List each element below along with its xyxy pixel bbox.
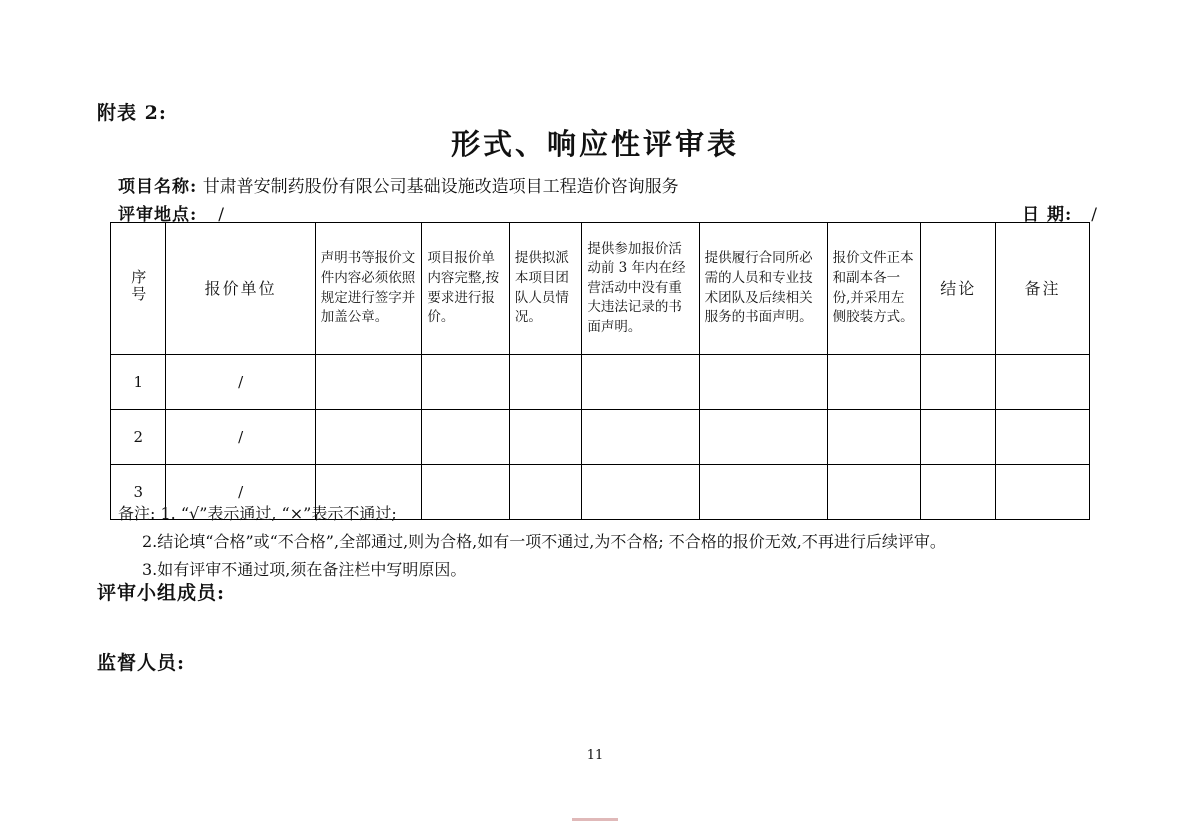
header-cell-no: 序号 xyxy=(111,223,166,355)
project-name-field xyxy=(118,172,679,197)
cell-team-members[interactable] xyxy=(509,355,582,410)
cell-unit[interactable]: / xyxy=(166,355,315,410)
cell-unit[interactable]: / xyxy=(166,465,315,520)
cell-quote-completeness[interactable] xyxy=(422,355,509,410)
cell-contract-capacity[interactable] xyxy=(699,355,827,410)
table-row xyxy=(111,355,1090,410)
cell-binding-format[interactable] xyxy=(827,410,921,465)
header-cell-quote-completeness: 项目报价单内容完整,按要求进行报价。 xyxy=(422,223,509,355)
header-cell-remark: 备注 xyxy=(996,223,1090,355)
review-place-value: / xyxy=(218,205,225,225)
cell-team-members[interactable] xyxy=(509,410,582,465)
review-group-label: 评审小组成员: xyxy=(97,582,226,604)
review-date-label: 日 期: xyxy=(1022,205,1073,225)
table-header-row xyxy=(111,223,1090,355)
cell-binding-format[interactable] xyxy=(827,355,921,410)
notes-block xyxy=(118,500,1108,584)
review-place-label: 评审地点: xyxy=(118,205,198,225)
header-cell-no-violation: 提供参加报价活动前 3 年内在经营活动中没有重大违法记录的书面声明。 xyxy=(582,223,699,355)
header-cell-binding-format: 报价文件正本和副本各一份,并采用左侧胶装方式。 xyxy=(827,223,921,355)
supervisor-label: 监督人员: xyxy=(97,652,186,674)
note-line-3: 3.如有评审不通过项,须在备注栏中写明原因。 xyxy=(142,560,467,579)
cell-no-violation[interactable] xyxy=(582,355,699,410)
cell-remark[interactable] xyxy=(996,355,1090,410)
cell-no: 3 xyxy=(111,465,166,520)
footer-mark xyxy=(572,818,618,821)
header-cell-conclusion: 结论 xyxy=(921,223,996,355)
cell-no: 2 xyxy=(111,410,166,465)
cell-unit[interactable]: / xyxy=(166,410,315,465)
cell-declaration[interactable] xyxy=(315,355,422,410)
page-number: 11 xyxy=(586,748,604,763)
cell-no: 1 xyxy=(111,355,166,410)
note-line-2: 2.结论填“合格”或“不合格”,全部通过,则为合格,如有一项不通过,为不合格; 不合格的报价无效,不再进行后续评审。 xyxy=(142,532,946,551)
cell-quote-completeness[interactable] xyxy=(422,410,509,465)
review-date-value: / xyxy=(1091,205,1098,225)
cell-conclusion[interactable] xyxy=(921,355,996,410)
table-row xyxy=(111,410,1090,465)
attachment-label: 附表 2: xyxy=(97,102,167,124)
review-table xyxy=(110,222,1090,520)
cell-contract-capacity[interactable] xyxy=(699,410,827,465)
cell-declaration[interactable] xyxy=(315,410,422,465)
header-cell-team-members: 提供拟派本项目团队人员情况。 xyxy=(509,223,582,355)
cell-no-violation[interactable] xyxy=(582,410,699,465)
page-title: 形式、响应性评审表 xyxy=(450,127,739,161)
cell-conclusion[interactable] xyxy=(921,410,996,465)
project-name-value: 甘肃普安制药股份有限公司基础设施改造项目工程造价咨询服务 xyxy=(202,177,679,197)
cell-remark[interactable] xyxy=(996,410,1090,465)
header-cell-contract-capacity: 提供履行合同所必需的人员和专业技术团队及后续相关服务的书面声明。 xyxy=(699,223,827,355)
header-cell-unit: 报价单位 xyxy=(166,223,315,355)
project-name-label: 项目名称: xyxy=(118,177,198,197)
note-line-1: 备注: 1. “√”表示通过, “×”表示不通过; xyxy=(118,504,397,523)
header-cell-declaration: 声明书等报价文件内容必须依照规定进行签字并加盖公章。 xyxy=(315,223,422,355)
